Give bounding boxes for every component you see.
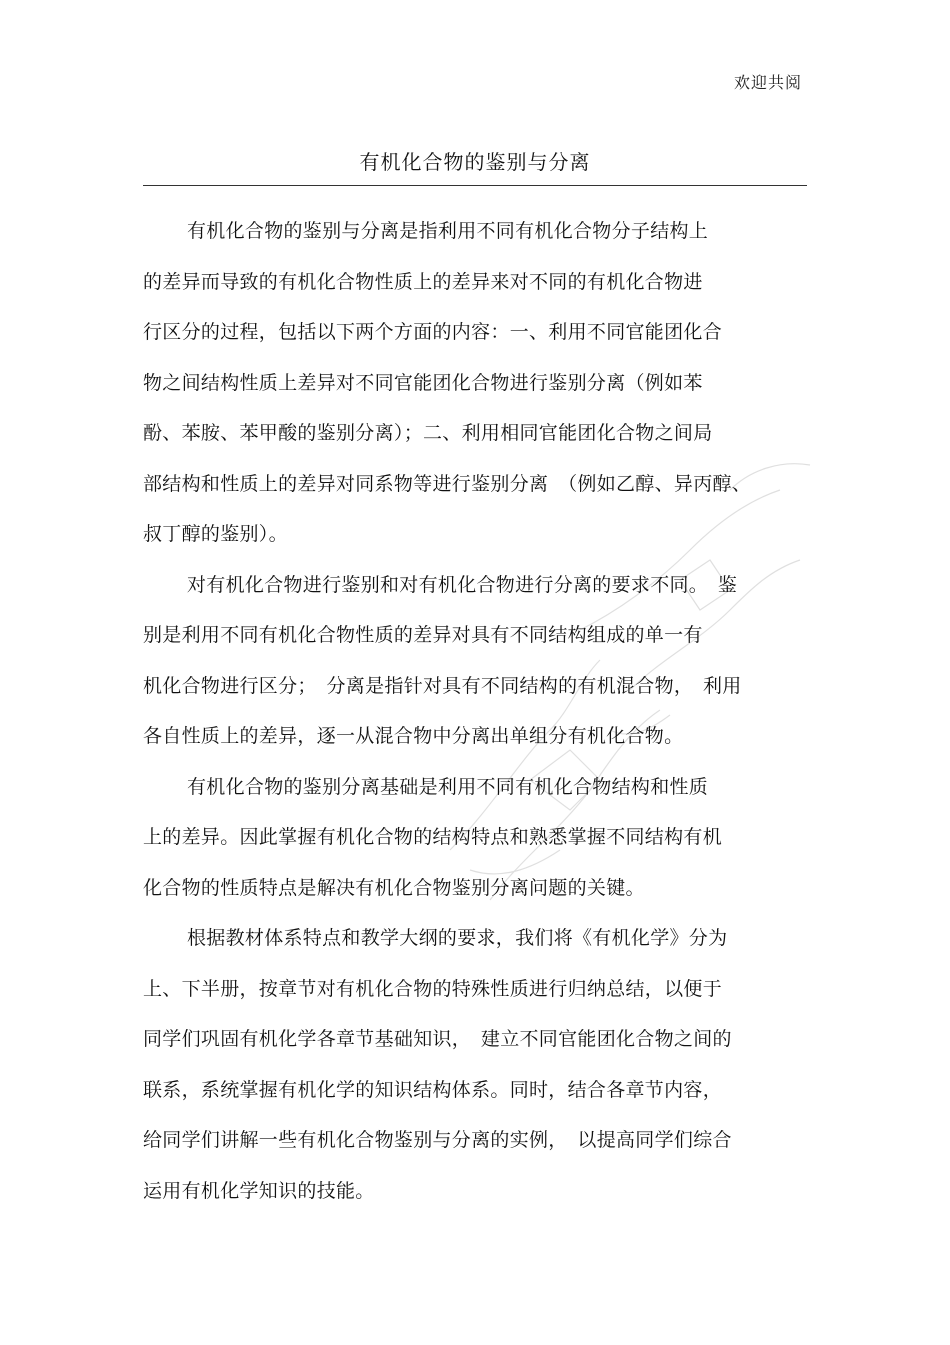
text-line: 物之间结构性质上差异对不同官能团化合物进行鉴别分离（例如苯 (143, 371, 703, 394)
document-body (143, 216, 807, 1226)
text-line: 叔丁醇的鉴别）。 (143, 523, 288, 545)
text-line: 对有机化合物进行鉴别和对有机化合物进行分离的要求不同。 鉴 (187, 573, 738, 596)
text-line: 的差异而导致的有机化合物性质上的差异来对不同的有机化合物进 (143, 270, 703, 293)
paragraph (143, 570, 807, 772)
text-line: 机化合物进行区分； 分离是指针对具有不同结构的有机混合物， 利用 (143, 674, 742, 697)
text-line: 部结构和性质上的差异对同系物等进行鉴别分离 （例如乙醇、异丙醇、 (143, 472, 752, 495)
header-note: 欢迎共阅 (733, 73, 802, 92)
text-line: 根据教材体系特点和教学大纲的要求，我们将《有机化学》分为 (187, 927, 728, 949)
text-line: 别是利用不同有机化合物性质的差异对具有不同结构组成的单一有 (143, 624, 703, 646)
text-line: 行区分的过程，包括以下两个方面的内容：一、利用不同官能团化合 (143, 321, 723, 343)
text-line: 联系，系统掌握有机化学的知识结构体系。同时，结合各章节内容， (143, 1078, 723, 1101)
text-line: 上、下半册，按章节对有机化合物的特殊性质进行归纳总结，以便于 (143, 977, 723, 1000)
page-title: 有机化合物的鉴别与分离 (359, 150, 591, 174)
paragraph (143, 923, 807, 1226)
title-divider (143, 185, 807, 186)
text-line: 酚、苯胺、苯甲酸的鉴别分离）；二、利用相同官能团化合物之间局 (143, 422, 713, 444)
paragraph (143, 772, 807, 924)
text-line: 化合物的性质特点是解决有机化合物鉴别分离问题的关键。 (143, 876, 645, 899)
text-line: 给同学们讲解一些有机化合物鉴别与分离的实例， 以提高同学们综合 (143, 1129, 732, 1151)
text-line: 有机化合物的鉴别分离基础是利用不同有机化合物结构和性质 (187, 775, 709, 798)
text-line: 运用有机化学知识的技能。 (143, 1179, 375, 1202)
paragraph (143, 216, 807, 570)
text-line: 上的差异。因此掌握有机化合物的结构特点和熟悉掌握不同结构有机 (143, 826, 723, 848)
text-line: 有机化合物的鉴别与分离是指利用不同有机化合物分子结构上 (187, 220, 709, 242)
text-line: 同学们巩固有机化学各章节基础知识， 建立不同官能团化合物之间的 (143, 1028, 732, 1050)
text-line: 各自性质上的差异，逐一从混合物中分离出单组分有机化合物。 (143, 725, 684, 747)
